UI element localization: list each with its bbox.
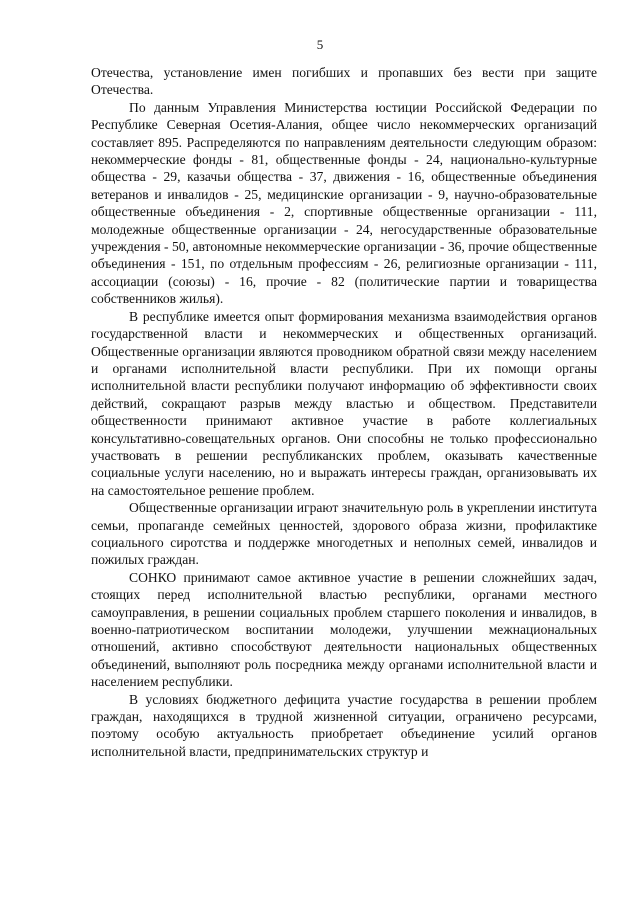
paragraph-budget-deficit: В условиях бюджетного дефицита участие государства в решении проблем граждан, находящихся в трудной жизненной ситуации, ограничено ресурсами, поэтому особую актуальность приобретает объединение усилий органов исполнительной власти, предпринимательских структур и bbox=[91, 691, 597, 759]
paragraph-interaction-mechanism: В республике имеется опыт формирования механизма взаимодействия органов государственной власти и некоммерческих и общественных организаций. Общественные организации являются проводником обратной связи между населением и органами исполнительной власти республики. При их помощи органы исполнительной власти республики получают информацию об эффективности своих действий, сокращают разрыв между властью и обществом. Представители общественности принимают активное участие в работе коллегиальных консультативно-совещательных органов. Они способны не только профессионально участвовать в решении республиканских проблем, оказывать качественные социальные услуги населению, но и выражать интересы граждан, организовывать их на самостоятельное решение проблем. bbox=[91, 308, 597, 498]
paragraph-family-institute: Общественные организации играют значительную роль в укреплении института семьи, пропаганде семейных ценностей, здорового образа жизни, профилактике социального сиротства и поддержке многодетных и неполных семей, инвалидов и пожилых граждан. bbox=[91, 500, 597, 568]
paragraph-continuation: Отечества, установление имен погибших и пропавших без вести при защите Отечества. bbox=[91, 65, 597, 98]
body-text bbox=[91, 64, 597, 760]
paragraph-sonko-participation: СОНКО принимают самое активное участие в решении сложнейших задач, стоящих перед исполнительной властью республики, органами местного самоуправления, в решении социальных проблем старшего поколения и инвалидов, в военно-патриотическом воспитании молодежи, улучшении межнациональных отношений, активно способствуют деятельности национальных общественных объединений, выполняют роль посредника между органами исполнительной власти и населением республики. bbox=[91, 569, 597, 690]
paragraph-nko-statistics: По данным Управления Министерства юстиции Российской Федерации по Республике Северная Осетия-Алания, общее число некоммерческих организаций составляет 895. Распределяются по направлениям деятельности следующим образом: некоммерческие фонды - 81, общественные фонды - 24, национально-культурные общества - 29, казачьи общества - 37, движения - 16, общественные объединения ветеранов и инвалидов - 25, медицинские организации - 9, научно-образовательные общественные объединения - 2, спортивные общественные организации - 111, молодежные общественные организации - 24, негосударственные образовательные учреждения - 50, автономные некоммерческие организации - 36, прочие общественные объединения - 151, по отдельным профессиям - 26, религиозные организации - 111, ассоциации (союзы) - 16, прочие - 82 (политические партии и товарищества собственников жилья). bbox=[91, 99, 597, 307]
page-number: 5 bbox=[316, 37, 324, 52]
